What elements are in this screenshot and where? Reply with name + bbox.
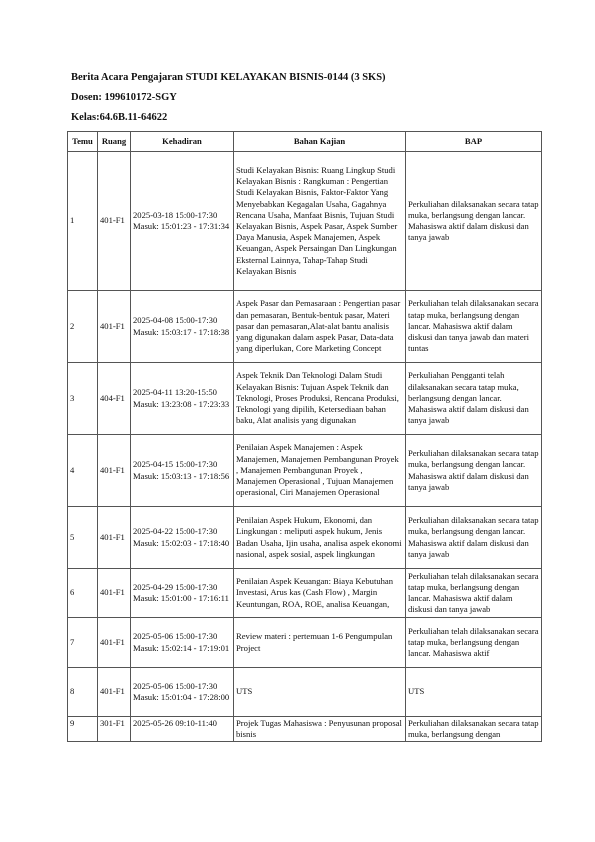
table-header-row bbox=[68, 132, 542, 152]
cell-temu: 5 bbox=[68, 507, 98, 569]
cell-kehadiran: 2025-04-22 15:00-17:30 Masuk: 15:02:03 - 17:18:40 bbox=[131, 507, 234, 569]
cell-kehadiran: 2025-05-06 15:00-17:30 Masuk: 15:01:04 - 17:28:00 bbox=[131, 668, 234, 717]
table-row bbox=[68, 291, 542, 363]
cell-ruang: 301-F1 bbox=[98, 717, 131, 742]
cell-temu: 1 bbox=[68, 152, 98, 291]
cell-bap: Perkuliahan telah dilaksanakan secara tatap muka, berlangsung dengan lancar. Mahasiswa aktif bbox=[406, 618, 542, 668]
col-header-ruang: Ruang bbox=[98, 132, 131, 152]
document-title: Berita Acara Pengajaran STUDI KELAYAKAN BISNIS-0144 (3 SKS) bbox=[71, 72, 386, 83]
table-row bbox=[68, 618, 542, 668]
cell-bahan-kajian: Penilaian Aspek Hukum, Ekonomi, dan Lingkungan : meliputi aspek hukum, Jenis Badan Usaha, Ijin usaha, analisa aspek ekonomi nasional, aspek sosial, aspek lingkungan bbox=[234, 507, 406, 569]
cell-temu: 2 bbox=[68, 291, 98, 363]
cell-ruang: 401-F1 bbox=[98, 435, 131, 507]
table-row bbox=[68, 668, 542, 717]
cell-bahan-kajian bbox=[234, 717, 406, 742]
cell-bap: Perkuliahan dilaksanakan secara tatap muka, berlangsung dengan lancar. Mahasiswa aktif dalam diskusi dan tanya jawab bbox=[406, 435, 542, 507]
cell-bahan-kajian: Studi Kelayakan Bisnis: Ruang Lingkup Studi Kelayakan Bisnis : Rangkuman : Pengertian Studi Kelayakan Bisnis, Faktor-Faktor Yang Menyebabkan Kegagalan Usaha, Gagahnya Rencana Usaha, Manfaat Bisnis, Tujuan Studi Kelayakan Bisnis, Aspek Pasar, Aspek Sumber Daya Manusia, Aspek Manajemen, Aspek Keuangan, Aspek Persaingan Dan Lingkungan Eksternal Lainnya, Tahap-Tahap Studi Kelayakan Bisnis bbox=[234, 152, 406, 291]
cell-bap: Perkuliahan Pengganti telah dilaksanakan secara tatap muka, berlangsung dengan lancar. Mahasiswa aktif dalam diskusi dan tanya jawab bbox=[406, 363, 542, 435]
cell-bahan-kajian: Aspek Teknik Dan Teknologi Dalam Studi Kelayakan Bisnis: Tujuan Aspek Teknik dan Teknologi, Proses Produksi, Rencana Produksi, Teknologi yang dipilih, Ketersediaan bahan baku, Alat analisis yang digunakan bbox=[234, 363, 406, 435]
cell-bahan-kajian: UTS bbox=[234, 668, 406, 717]
cell-bap bbox=[406, 717, 542, 742]
cell-bahan-kajian: Review materi : pertemuan 1-6 Pengumpulan Project bbox=[234, 618, 406, 668]
table-row bbox=[68, 569, 542, 618]
table-row bbox=[68, 435, 542, 507]
cell-temu: 3 bbox=[68, 363, 98, 435]
col-header-kehadiran: Kehadiran bbox=[131, 132, 234, 152]
cell-temu: 6 bbox=[68, 569, 98, 618]
table-row bbox=[68, 717, 542, 742]
class-line: Kelas:64.6B.11-64622 bbox=[71, 112, 168, 123]
cell-bahan-kajian: Penilaian Aspek Manajemen : Aspek Manajemen, Manajemen Pembangunan Proyek , Manajemen Pembangunan Proyek , Manajemen Operasional , Tujuan Manajemen operasional, Ciri Manajemen Operasional bbox=[234, 435, 406, 507]
cell-bap-text: Perkuliahan dilaksanakan secara tatap muka, berlangsung dengan bbox=[408, 718, 539, 740]
cell-ruang: 401-F1 bbox=[98, 618, 131, 668]
cell-temu: 4 bbox=[68, 435, 98, 507]
cell-bahan-kajian: Aspek Pasar dan Pemasaraan : Pengertian pasar dan pemasaran, Bentuk-bentuk pasar, Materi pasar dan pemasaran,Alat-alat bantu analisis yang digunakan dalam aspek Pasar, Data-data yang diperlukan, Core Marketing Concept bbox=[234, 291, 406, 363]
cell-kehadiran: 2025-05-06 15:00-17:30 Masuk: 15:02:14 - 17:19:01 bbox=[131, 618, 234, 668]
cell-ruang: 401-F1 bbox=[98, 569, 131, 618]
cell-bahan-kajian-text: Projek Tugas Mahasiswa : Penyusunan proposal bisnis bbox=[236, 718, 402, 740]
cell-kehadiran: 2025-03-18 15:00-17:30 Masuk: 15:01:23 - 17:31:34 bbox=[131, 152, 234, 291]
lecturer-line: Dosen: 199610172-SGY bbox=[71, 92, 177, 103]
col-header-temu: Temu bbox=[68, 132, 98, 152]
cell-ruang: 401-F1 bbox=[98, 668, 131, 717]
cell-bap: Perkuliahan telah dilaksanakan secara tatap muka, berlangsung dengan lancar. Mahasiswa aktif dalam diskusi dan tanya jawab dan materi tuntas bbox=[406, 291, 542, 363]
cell-ruang: 401-F1 bbox=[98, 291, 131, 363]
table-row bbox=[68, 507, 542, 569]
cell-kehadiran-text: 2025-05-26 09:10-11:40 bbox=[133, 718, 217, 728]
cell-ruang: 401-F1 bbox=[98, 507, 131, 569]
cell-ruang: 401-F1 bbox=[98, 152, 131, 291]
cell-temu: 7 bbox=[68, 618, 98, 668]
cell-bahan-kajian: Penilaian Aspek Keuangan: Biaya Kebutuhan Investasi, Arus kas (Cash Flow) , Margin Keuntungan, ROA, ROE, analisa Keuangan, bbox=[234, 569, 406, 618]
col-header-bahan-kajian: Bahan Kajian bbox=[234, 132, 406, 152]
cell-bap: Perkuliahan dilaksanakan secara tatap muka, berlangsung dengan lancar. Mahasiswa aktif dalam diskusi dan tanya jawab bbox=[406, 152, 542, 291]
cell-kehadiran bbox=[131, 717, 234, 742]
cell-temu: 8 bbox=[68, 668, 98, 717]
cell-ruang: 404-F1 bbox=[98, 363, 131, 435]
cell-bap: UTS bbox=[406, 668, 542, 717]
table-row bbox=[68, 363, 542, 435]
col-header-bap: BAP bbox=[406, 132, 542, 152]
cell-kehadiran: 2025-04-11 13:20-15:50 Masuk: 13:23:08 - 17:23:33 bbox=[131, 363, 234, 435]
cell-kehadiran: 2025-04-29 15:00-17:30 Masuk: 15:01:00 - 17:16:11 bbox=[131, 569, 234, 618]
teaching-record-table bbox=[67, 131, 542, 742]
cell-bap: Perkuliahan telah dilaksanakan secara tatap muka, berlangsung dengan lancar. Mahasiswa aktif dalam diskusi dan tanya jawab bbox=[406, 569, 542, 618]
cell-temu: 9 bbox=[68, 717, 98, 742]
cell-kehadiran: 2025-04-15 15:00-17:30 Masuk: 15:03:13 - 17:18:56 bbox=[131, 435, 234, 507]
table-row bbox=[68, 152, 542, 291]
cell-bap: Perkuliahan dilaksanakan secara tatap muka, berlangsung dengan lancar. Mahasiswa aktif dalam diskusi dan tanya jawab bbox=[406, 507, 542, 569]
cell-kehadiran: 2025-04-08 15:00-17:30 Masuk: 15:03:17 - 17:18:38 bbox=[131, 291, 234, 363]
